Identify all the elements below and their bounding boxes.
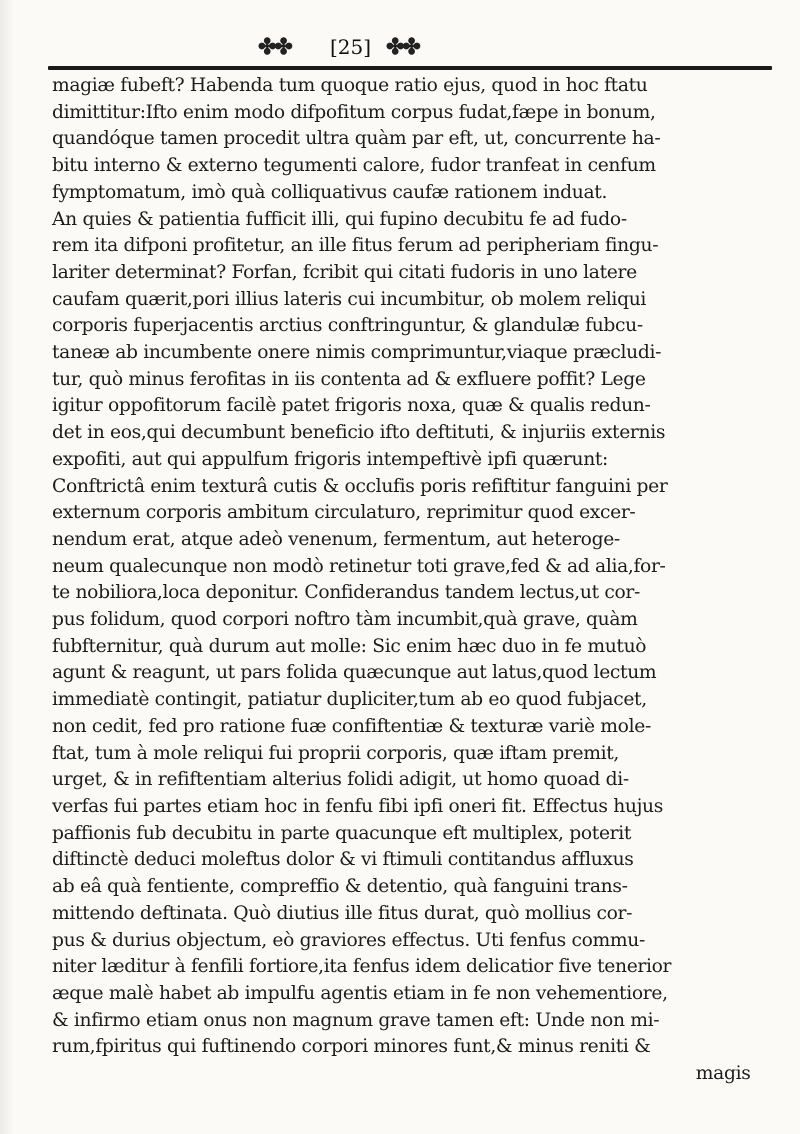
text-line: ab eâ quà fentiente, compreffio & detentio, quà fanguini trans-: [52, 875, 628, 898]
header-ornament-left: ✤✤: [258, 34, 291, 60]
text-line: bitu interno & externo tegumenti calore, fudor tranfeat in cenfum: [52, 154, 656, 177]
text-line: igitur oppofitorum facilè patet frigoris noxa, quæ & qualis redun-: [52, 394, 651, 417]
text-line: dimittitur:Ifto enim modo difpofitum corpus fudat,fæpe in bonum,: [52, 100, 656, 123]
text-line: diftinctè deduci moleftus dolor & vi ftimuli contitandus affluxus: [52, 848, 634, 871]
text-line: caufam quærit,pori illius lateris cui incumbitur, ob molem reliqui: [52, 287, 647, 310]
text-line: corporis fuperjacentis arctius conftringuntur, & glandulæ fubcu-: [52, 314, 643, 337]
page-number: [25]: [330, 35, 372, 59]
text-line: tur, quò minus ferofitas in iis contenta ad & exfluere poffit? Lege: [52, 367, 646, 390]
text-line: immediatè contingit, patiatur dupliciter,tum ab eo quod fubjacet,: [52, 688, 647, 711]
page-edge-shadow: [0, 0, 14, 1134]
text-line: lariter determinat? Forfan, fcribit qui citati fudoris in uno latere: [52, 260, 637, 283]
text-line: niter læditur à fenfili fortiore,ita fenfus idem delicatior five tenerior: [52, 955, 672, 978]
text-line: non cedit, fed pro ratione fuæ confiftentiæ & texturæ variè mole-: [52, 714, 651, 737]
page-header: [0, 22, 800, 66]
text-line: expofiti, aut qui appulfum frigoris intempeftivè ipfi quærunt:: [52, 447, 609, 470]
text-line: quandóque tamen procedit ultra quàm par eft, ut, concurrente ha-: [52, 127, 661, 150]
text-line: & infirmo etiam onus non magnum grave tamen eft: Unde non mi-: [52, 1008, 660, 1031]
text-line: verfas fui partes etiam hoc in fenfu fibi ipfi oneri fit. Effectus hujus: [52, 794, 664, 817]
text-line: Conftrictâ enim texturâ cutis & occlufis poris refiftitur fanguini per: [52, 474, 668, 497]
header-ornament-right: ✤✤: [386, 34, 419, 60]
body-text: [52, 72, 792, 1087]
text-line: rem ita difponi profitetur, an ille fitus ferum ad peripheriam fingu-: [52, 234, 659, 257]
text-line: pus folidum, quod corpori noftro tàm incumbit,quà grave, quàm: [52, 608, 638, 631]
text-line: neum qualecunque non modò retinetur toti grave,fed & ad alia,for-: [52, 554, 666, 577]
text-line: fymptomatum, imò quà colliquativus caufæ rationem induat.: [52, 180, 608, 203]
header-rule: [48, 66, 772, 70]
text-line: æque malè habet ab impulfu agentis etiam in fe non vehementiore,: [52, 981, 668, 1004]
text-line: rum,fpiritus qui fuftinendo corpori minores funt,& minus reniti &: [52, 1035, 651, 1058]
text-line: agunt & reagunt, ut pars folida quæcunque aut latus,quod lectum: [52, 661, 657, 684]
text-line: pus & durius objectum, eò graviores effectus. Uti fenfus commu-: [52, 928, 645, 951]
text-line: ftat, tum à mole reliqui fui proprii corporis, quæ iftam premit,: [52, 741, 620, 764]
text-line: taneæ ab incumbente onere nimis comprimuntur,viaque præcludi-: [52, 341, 662, 364]
catchword: magis: [695, 1062, 751, 1085]
text-line: nendum erat, atque adeò venenum, fermentum, aut heteroge-: [52, 527, 620, 550]
text-line: paffionis fub decubitu in parte quacunque eft multiplex, poterit: [52, 821, 632, 844]
text-line: mittendo deftinata. Quò diutius ille fitus durat, quò mollius cor-: [52, 901, 633, 924]
text-line: urget, & in refiftentiam alterius folidi adigit, ut homo quoad di-: [52, 768, 629, 791]
text-line: An quies & patientia fufficit illi, qui fupino decubitu fe ad fudo-: [52, 207, 627, 230]
text-line: externum corporis ambitum circulaturo, reprimitur quod excer-: [52, 501, 636, 524]
text-line: te nobiliora,loca deponitur. Confiderandus tandem lectus,ut cor-: [52, 581, 640, 604]
text-line: fubfternitur, quà durum aut molle: Sic enim hæc duo in fe mutuò: [52, 634, 647, 657]
text-line: det in eos,qui decumbunt beneficio ifto deftituti, & injuriis externis: [52, 421, 666, 444]
text-line: magiæ fubeft? Habenda tum quoque ratio ejus, quod in hoc ftatu: [52, 74, 648, 96]
